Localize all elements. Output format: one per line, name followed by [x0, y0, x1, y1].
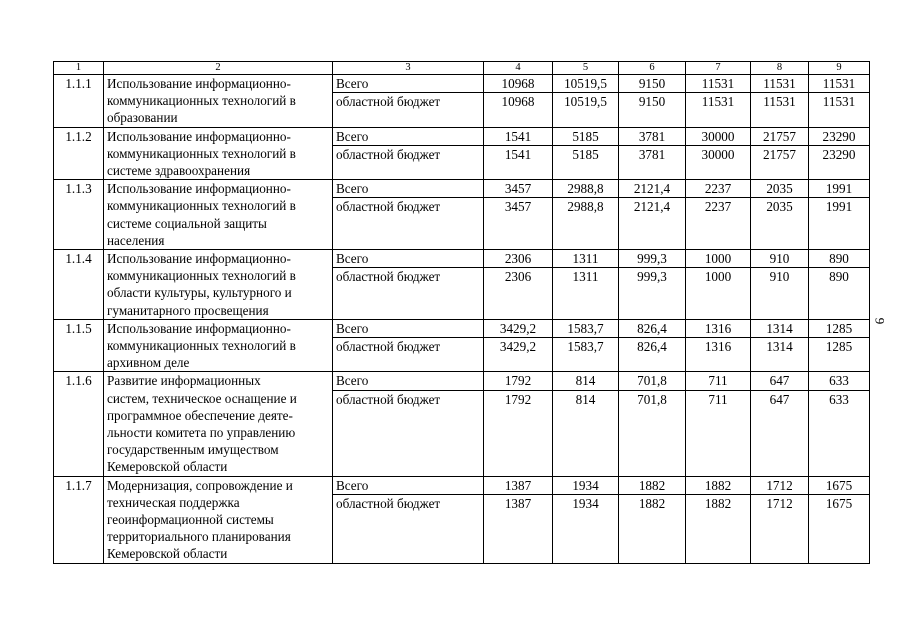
- funding-source-regional: областной бюджет: [333, 268, 484, 320]
- funding-source-regional: областной бюджет: [333, 198, 484, 250]
- row-name-line: Использование информационно-: [107, 181, 291, 197]
- row-name: [104, 319, 333, 372]
- regional-budget-value: 2121,4: [619, 198, 686, 250]
- column-number-row: [54, 62, 870, 75]
- total-value: 9150: [619, 75, 686, 93]
- regional-budget-value: 890: [809, 268, 870, 320]
- regional-budget-value: 10519,5: [553, 93, 619, 127]
- regional-budget-value: 30000: [686, 145, 751, 179]
- row-name-line: Использование информационно-: [107, 76, 291, 91]
- row-name: [104, 250, 333, 320]
- column-number: 1: [54, 62, 104, 75]
- total-value: 701,8: [619, 372, 686, 390]
- total-value: 30000: [686, 127, 751, 145]
- regional-budget-value: 1387: [484, 494, 553, 563]
- regional-budget-value: 647: [751, 390, 809, 476]
- total-value: 999,3: [619, 250, 686, 268]
- regional-budget-value: 11531: [751, 93, 809, 127]
- table-row: [54, 127, 870, 145]
- regional-budget-value: 633: [809, 390, 870, 476]
- row-name-line: коммуникационных технологий в: [107, 268, 296, 284]
- regional-budget-value: 1882: [619, 494, 686, 563]
- regional-budget-value: 2306: [484, 268, 553, 320]
- total-value: 1792: [484, 372, 553, 390]
- column-number: 4: [484, 62, 553, 75]
- total-value: 3781: [619, 127, 686, 145]
- row-name-line: Кемеровской области: [107, 546, 228, 562]
- row-name-line: Модернизация, сопровождение и: [107, 477, 293, 493]
- total-value: 647: [751, 372, 809, 390]
- total-value: 1285: [809, 319, 870, 337]
- row-code: 1.1.3: [54, 180, 104, 250]
- table-row: [54, 476, 870, 494]
- regional-budget-value: 1675: [809, 494, 870, 563]
- regional-budget-value: 1712: [751, 494, 809, 563]
- table-row: [54, 180, 870, 198]
- row-name-line: Использование информационно-: [107, 251, 291, 267]
- total-value: 2988,8: [553, 180, 619, 198]
- row-name-line: архивном деле: [107, 355, 190, 371]
- regional-budget-value: 1792: [484, 390, 553, 476]
- column-number: 2: [104, 62, 333, 75]
- regional-budget-value: 11531: [686, 93, 751, 127]
- total-value: 1311: [553, 250, 619, 268]
- total-value: 814: [553, 372, 619, 390]
- row-name-line: Использование информационно-: [107, 320, 291, 336]
- total-value: 1387: [484, 476, 553, 494]
- funding-source-total: Всего: [333, 180, 484, 198]
- total-value: 10968: [484, 75, 553, 93]
- row-name: [104, 372, 333, 476]
- funding-source-total: Всего: [333, 319, 484, 337]
- regional-budget-value: 1583,7: [553, 338, 619, 372]
- funding-source-total: Всего: [333, 476, 484, 494]
- total-value: 1675: [809, 476, 870, 494]
- column-number: 7: [686, 62, 751, 75]
- table-row: [54, 319, 870, 337]
- total-value: 2035: [751, 180, 809, 198]
- total-value: 711: [686, 372, 751, 390]
- regional-budget-value: 1311: [553, 268, 619, 320]
- column-number: 8: [751, 62, 809, 75]
- regional-budget-value: 10968: [484, 93, 553, 127]
- total-value: 3457: [484, 180, 553, 198]
- total-value: 2237: [686, 180, 751, 198]
- program-budget-table: [53, 61, 870, 564]
- regional-budget-value: 2988,8: [553, 198, 619, 250]
- column-number: 5: [553, 62, 619, 75]
- funding-source-total: Всего: [333, 250, 484, 268]
- total-value: 11531: [751, 75, 809, 93]
- total-value: 5185: [553, 127, 619, 145]
- total-value: 10519,5: [553, 75, 619, 93]
- row-code: 1.1.6: [54, 372, 104, 476]
- regional-budget-value: 711: [686, 390, 751, 476]
- row-name-line: области культуры, культурного и: [107, 285, 292, 301]
- row-name-line: программное обеспечение деяте-: [107, 407, 293, 423]
- regional-budget-value: 1316: [686, 338, 751, 372]
- regional-budget-value: 9150: [619, 93, 686, 127]
- regional-budget-value: 999,3: [619, 268, 686, 320]
- total-value: 2306: [484, 250, 553, 268]
- row-name-line: систем, техническое оснащение и: [107, 390, 297, 406]
- total-value: 1541: [484, 127, 553, 145]
- regional-budget-value: 1285: [809, 338, 870, 372]
- row-name-line: коммуникационных технологий в: [107, 338, 296, 354]
- regional-budget-value: 21757: [751, 145, 809, 179]
- funding-source-regional: областной бюджет: [333, 145, 484, 179]
- total-value: 1712: [751, 476, 809, 494]
- regional-budget-value: 5185: [553, 145, 619, 179]
- regional-budget-value: 826,4: [619, 338, 686, 372]
- row-code: 1.1.5: [54, 319, 104, 372]
- funding-source-regional: областной бюджет: [333, 338, 484, 372]
- regional-budget-value: 814: [553, 390, 619, 476]
- funding-source-regional: областной бюджет: [333, 390, 484, 476]
- row-code: 1.1.4: [54, 250, 104, 320]
- total-value: 633: [809, 372, 870, 390]
- total-value: 1314: [751, 319, 809, 337]
- funding-source-total: Всего: [333, 127, 484, 145]
- total-value: 1316: [686, 319, 751, 337]
- row-name-line: системе социальной защиты: [107, 215, 267, 231]
- total-value: 910: [751, 250, 809, 268]
- total-value: 2121,4: [619, 180, 686, 198]
- total-value: 1882: [686, 476, 751, 494]
- regional-budget-value: 1000: [686, 268, 751, 320]
- table-row: [54, 372, 870, 390]
- row-code: 1.1.2: [54, 127, 104, 180]
- regional-budget-value: 2237: [686, 198, 751, 250]
- total-value: 1000: [686, 250, 751, 268]
- row-name: [104, 180, 333, 250]
- regional-budget-value: 701,8: [619, 390, 686, 476]
- funding-source-regional: областной бюджет: [333, 93, 484, 127]
- column-number: 3: [333, 62, 484, 75]
- table-row: [54, 75, 870, 93]
- total-value: 3429,2: [484, 319, 553, 337]
- column-number: 9: [809, 62, 870, 75]
- row-name-line: коммуникационных технологий в: [107, 93, 296, 109]
- funding-source-regional: областной бюджет: [333, 494, 484, 563]
- row-name-line: Развитие информационных: [107, 373, 261, 389]
- total-value: 826,4: [619, 319, 686, 337]
- total-value: 1882: [619, 476, 686, 494]
- row-name-line: гуманитарного просвещения: [107, 302, 269, 318]
- regional-budget-value: 1882: [686, 494, 751, 563]
- row-name-line: образовании: [107, 110, 178, 126]
- row-name-line: Кемеровской области: [107, 459, 228, 475]
- row-name-line: коммуникационных технологий в: [107, 145, 296, 161]
- regional-budget-value: 1314: [751, 338, 809, 372]
- row-code: 1.1.1: [54, 75, 104, 128]
- regional-budget-value: 3429,2: [484, 338, 553, 372]
- row-name: [104, 127, 333, 180]
- total-value: 1934: [553, 476, 619, 494]
- total-value: 11531: [686, 75, 751, 93]
- regional-budget-value: 11531: [809, 93, 870, 127]
- row-name-line: геоинформационной системы: [107, 512, 274, 528]
- regional-budget-value: 23290: [809, 145, 870, 179]
- total-value: 1583,7: [553, 319, 619, 337]
- regional-budget-value: 2035: [751, 198, 809, 250]
- total-value: 23290: [809, 127, 870, 145]
- total-value: 11531: [809, 75, 870, 93]
- funding-source-total: Всего: [333, 75, 484, 93]
- row-name-line: коммуникационных технологий в: [107, 198, 296, 214]
- regional-budget-value: 910: [751, 268, 809, 320]
- row-code: 1.1.7: [54, 476, 104, 563]
- regional-budget-value: 1541: [484, 145, 553, 179]
- table-row: [54, 250, 870, 268]
- row-name: [104, 75, 333, 128]
- regional-budget-value: 3457: [484, 198, 553, 250]
- column-number: 6: [619, 62, 686, 75]
- funding-source-total: Всего: [333, 372, 484, 390]
- row-name-line: льности комитета по управлению: [107, 425, 296, 441]
- regional-budget-value: 1991: [809, 198, 870, 250]
- row-name-line: населения: [107, 232, 165, 248]
- row-name-line: территориального планирования: [107, 529, 291, 545]
- regional-budget-value: 1934: [553, 494, 619, 563]
- total-value: 1991: [809, 180, 870, 198]
- row-name-line: техническая поддержка: [107, 494, 240, 510]
- row-name-line: системе здравоохранения: [107, 163, 251, 179]
- total-value: 21757: [751, 127, 809, 145]
- page-number: 9: [872, 317, 888, 325]
- regional-budget-value: 3781: [619, 145, 686, 179]
- row-name-line: государственным имуществом: [107, 442, 279, 458]
- total-value: 890: [809, 250, 870, 268]
- row-name-line: Использование информационно-: [107, 128, 291, 144]
- row-name: [104, 476, 333, 563]
